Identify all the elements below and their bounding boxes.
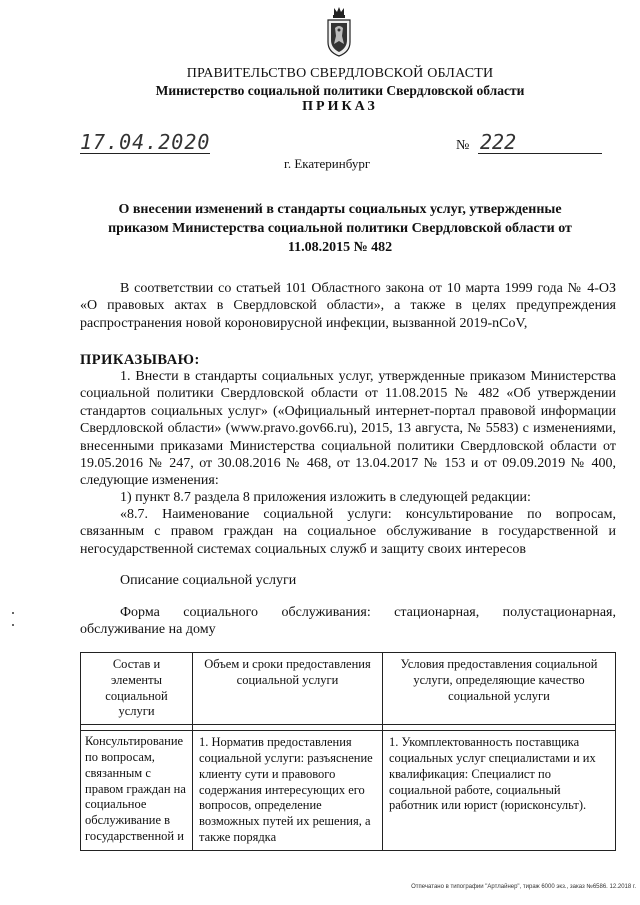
document-title: О внесении изменений в стандарты социальных услуг, утвержденные приказом Министерства социальной политики Свердловской области от 11.08.2015 № 482 xyxy=(108,202,572,255)
table-cell: Консультирование по вопросам, связанным с правом граждан на социальное обслуживание в государственной и xyxy=(81,731,193,851)
quoted-paragraph: «8.7. Наименование социальной услуги: консультирование по вопросам, связанным с правом граждан на социальное обслуживание в государственной и негосударственной системах социальных служб и защиту своих интересов xyxy=(80,507,616,557)
number-underline xyxy=(478,153,602,154)
number-sign: № xyxy=(456,138,470,153)
handwritten-date: 17.04.2020 xyxy=(80,130,211,154)
table-header-row xyxy=(81,653,616,725)
table-header-cell: Условия предоставления социальной услуги, определяющие качество социальной услуги xyxy=(383,653,616,725)
date-underline xyxy=(80,153,210,154)
document-type: ПРИКАЗ xyxy=(302,99,378,114)
table-cell: 1. Норматив предоставления социальной услуги: разъяснение клиенту сути и правового содержания интересующих его вопросов, определение возможных путей их решения, а также порядка xyxy=(193,731,383,851)
margin-mark xyxy=(12,624,14,626)
city: г. Екатеринбург xyxy=(284,156,371,171)
preamble-paragraph: В соответствии со статьей 101 Областного закона от 10 марта 1999 года № 4-ОЗ «О правовых актах в Свердловской области», а также в целях предупреждения распространения новой короновирусной инфекции, вызванной 2019-nCoV, xyxy=(80,281,616,331)
ministry-name: Министерство социальной политики Свердловской области xyxy=(155,83,525,98)
service-standard-table xyxy=(80,652,616,851)
printing-footer: Отпечатано в типографии "Артлайнер", тираж 6000 экз., заказ №6586. 12.2018 г. xyxy=(411,884,636,890)
government-name: ПРАВИТЕЛЬСТВО СВЕРДЛОВСКОЙ ОБЛАСТИ xyxy=(186,66,494,81)
table-cell: 1. Укомплектованность поставщика социальных услуг специалистами и их квалификация: Специалист по социальной работе, социальный работник или юрист (юрисконсульт). xyxy=(383,731,616,851)
table-row xyxy=(81,731,616,851)
command-word: ПРИКАЗЫВАЮ: xyxy=(80,352,200,368)
table-header-cell: Состав и элементы социальной услуги xyxy=(81,653,193,725)
description-heading: Описание социальной услуги xyxy=(120,573,297,588)
handwritten-number: 222 xyxy=(480,130,517,154)
coat-of-arms-icon xyxy=(325,6,353,58)
table-header-cell: Объем и сроки предоставления социальной услуги xyxy=(193,653,383,725)
service-form-paragraph: Форма социального обслуживания: стационарная, полустационарная, обслуживание на дому xyxy=(80,605,616,638)
item-1-paragraph: 1. Внести в стандарты социальных услуг, утвержденные приказом Министерства социальной политики Свердловской области от 11.08.2015 № 482 «Об утверждении стандартов социальных услуг» («Официальный интернет-портал правовой информации Свердловской области» (www.pravo.gov66.ru), 2015, 13 августа, № 5583) с изменениями, внесенными приказами Министерства социальной политики Свердловской области от 19.05.2016 № 247, от 30.08.2016 № 468, от 13.04.2017 № 153 и от 09.09.2019 № 400, следующие изменения: xyxy=(80,369,616,489)
subitem-1-paragraph: 1) пункт 8.7 раздела 8 приложения изложить в следующей редакции: xyxy=(120,490,531,505)
margin-mark xyxy=(12,612,14,614)
